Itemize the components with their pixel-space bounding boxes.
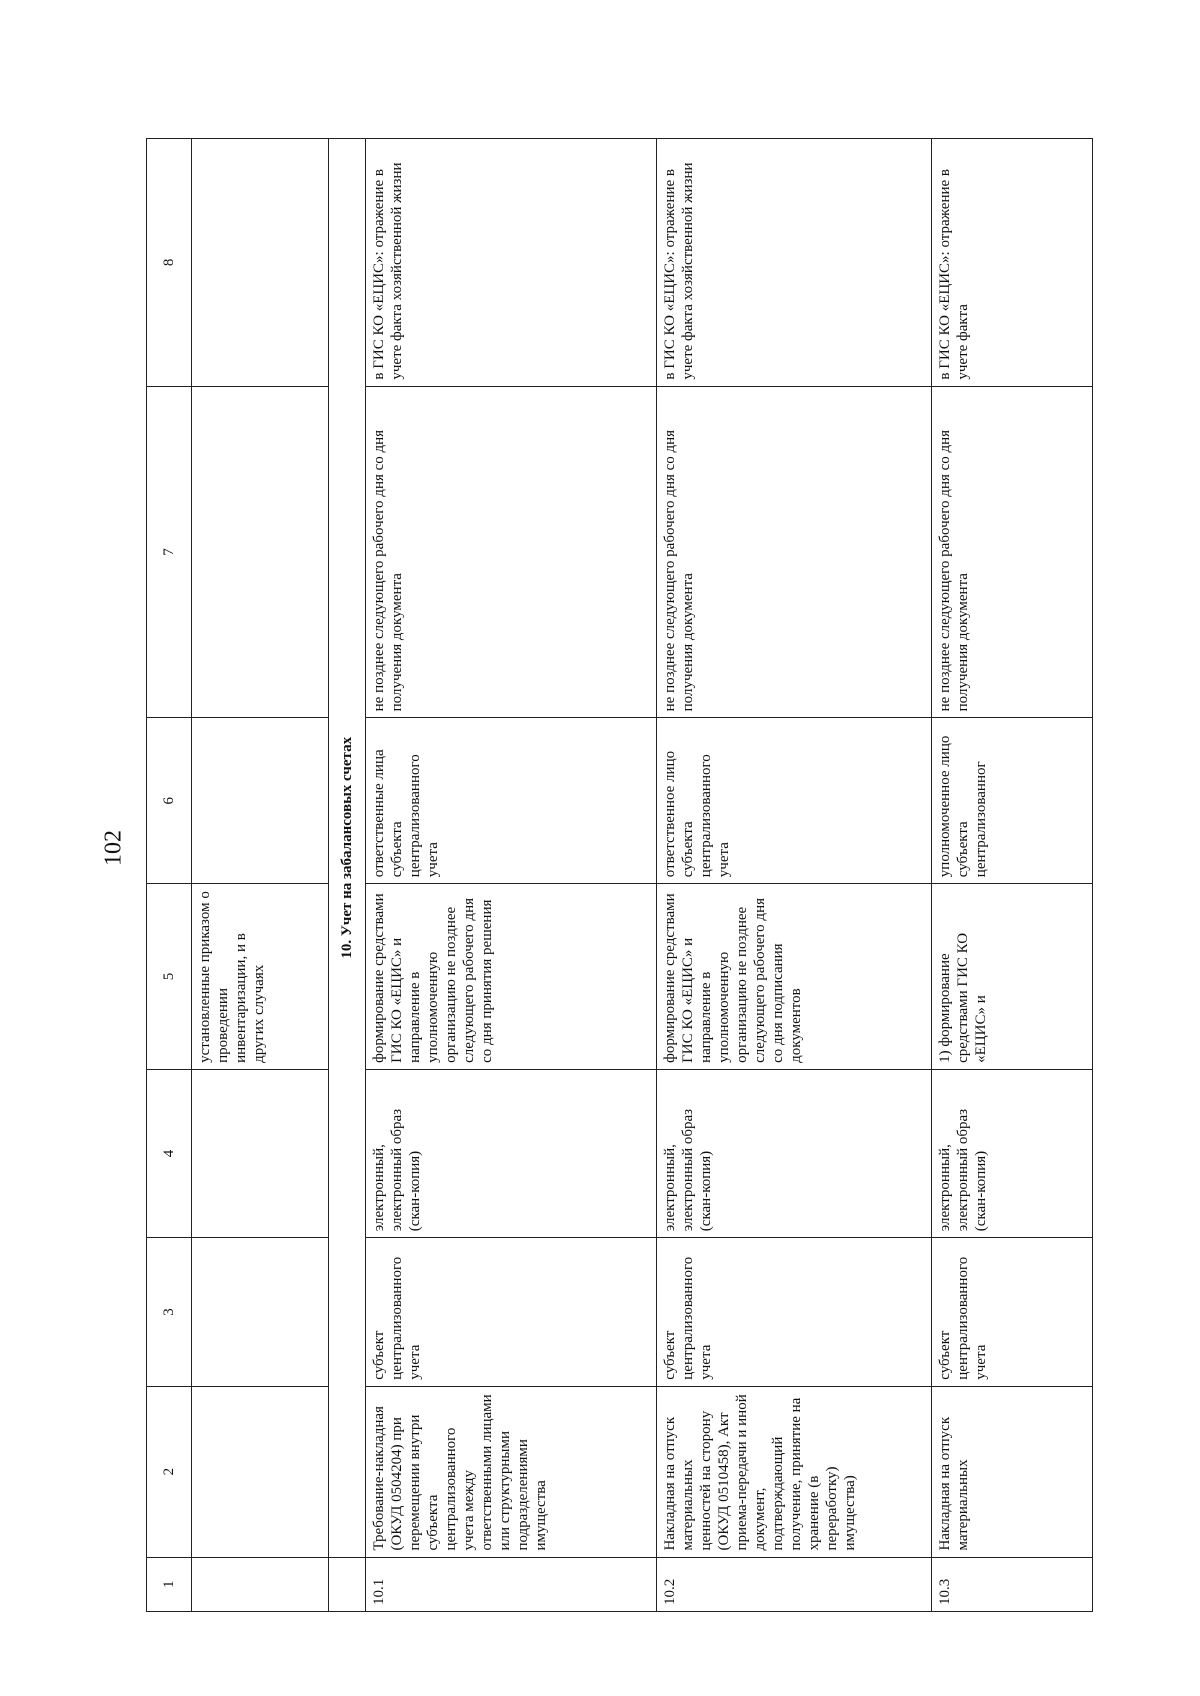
empty-cell xyxy=(192,718,329,884)
column-number: 8 xyxy=(147,139,192,387)
responsible-cell: ответственные лица субъекта централизованного учета xyxy=(366,718,657,884)
column-number-row xyxy=(147,139,192,1612)
column-number: 4 xyxy=(147,1069,192,1237)
document-cell: Накладная на отпуск материальных xyxy=(932,1386,1093,1557)
table-row xyxy=(932,139,1093,1612)
deadline-cell: не позднее следующего рабочего дня со дня получения документа xyxy=(932,386,1093,718)
creator-cell: субъект централизованного учета xyxy=(932,1238,1093,1387)
section-row xyxy=(329,139,366,1612)
continuation-row xyxy=(192,139,329,1612)
table-row xyxy=(366,139,657,1612)
procedure-cell: формирование средствами ГИС КО «ЕЦИС» и направление в уполномоченную организацию не позднее следующего рабочего дня со дня подписания документов xyxy=(657,884,932,1070)
deadline-cell: не позднее следующего рабочего дня со дня получения документа xyxy=(366,386,657,718)
form-cell: электронный, электронный образ (скан-копия) xyxy=(657,1069,932,1237)
empty-cell xyxy=(192,1238,329,1387)
empty-cell xyxy=(192,386,329,718)
deadline-cell: не позднее следующего рабочего дня со дня получения документа xyxy=(657,386,932,718)
result-cell: в ГИС КО «ЕЦИС»: отражение в учете факта xyxy=(932,139,1093,387)
register-table xyxy=(146,138,1093,1612)
column-number: 1 xyxy=(147,1557,192,1611)
column-number: 7 xyxy=(147,386,192,718)
empty-cell xyxy=(192,1386,329,1557)
procedure-cell: 1) формирование средствами ГИС КО «ЕЦИС» и xyxy=(932,884,1093,1070)
empty-cell xyxy=(192,139,329,387)
column-number: 5 xyxy=(147,884,192,1070)
empty-cell xyxy=(192,1557,329,1611)
result-cell: в ГИС КО «ЕЦИС»: отражение в учете факта хозяйственной жизни xyxy=(657,139,932,387)
creator-cell: субъект централизованного учета xyxy=(366,1238,657,1387)
procedure-cell: формирование средствами ГИС КО «ЕЦИС» и направление в уполномоченную организацию не позднее следующего рабочего дня со дня принятия решения xyxy=(366,884,657,1070)
section-title: 10. Учет на забалансовых счетах xyxy=(329,139,366,1558)
row-number: 10.1 xyxy=(366,1557,657,1611)
rotated-table-sheet xyxy=(146,138,1088,1612)
column-number: 6 xyxy=(147,718,192,884)
column-number: 2 xyxy=(147,1386,192,1557)
continuation-procedure-cell: установленные приказом о проведении инвентаризации, и в других случаях xyxy=(192,884,329,1070)
responsible-cell: ответственное лицо субъекта централизованного учета xyxy=(657,718,932,884)
document-cell: Накладная на отпуск материальных ценностей на сторону (ОКУД 0510458), Акт приема-передачи и иной документ, подтверждающий получение, принятие на хранение (в переработку) имущества) xyxy=(657,1386,932,1557)
empty-cell xyxy=(329,1557,366,1611)
column-number: 3 xyxy=(147,1238,192,1387)
form-cell: электронный, электронный образ (скан-копия) xyxy=(932,1069,1093,1237)
table-row xyxy=(657,139,932,1612)
row-number: 10.3 xyxy=(932,1557,1093,1611)
responsible-cell: уполномоченное лицо субъекта централизованног xyxy=(932,718,1093,884)
creator-cell: субъект централизованного учета xyxy=(657,1238,932,1387)
row-number: 10.2 xyxy=(657,1557,932,1611)
result-cell: в ГИС КО «ЕЦИС»: отражение в учете факта хозяйственной жизни xyxy=(366,139,657,387)
form-cell: электронный, электронный образ (скан-копия) xyxy=(366,1069,657,1237)
empty-cell xyxy=(192,1069,329,1237)
document-cell: Требование-накладная (ОКУД 0504204) при перемещении внутри субъекта централизованного учета между ответственными лицами или структурными подразделениями имущества xyxy=(366,1386,657,1557)
page-number: 102 xyxy=(100,830,127,866)
